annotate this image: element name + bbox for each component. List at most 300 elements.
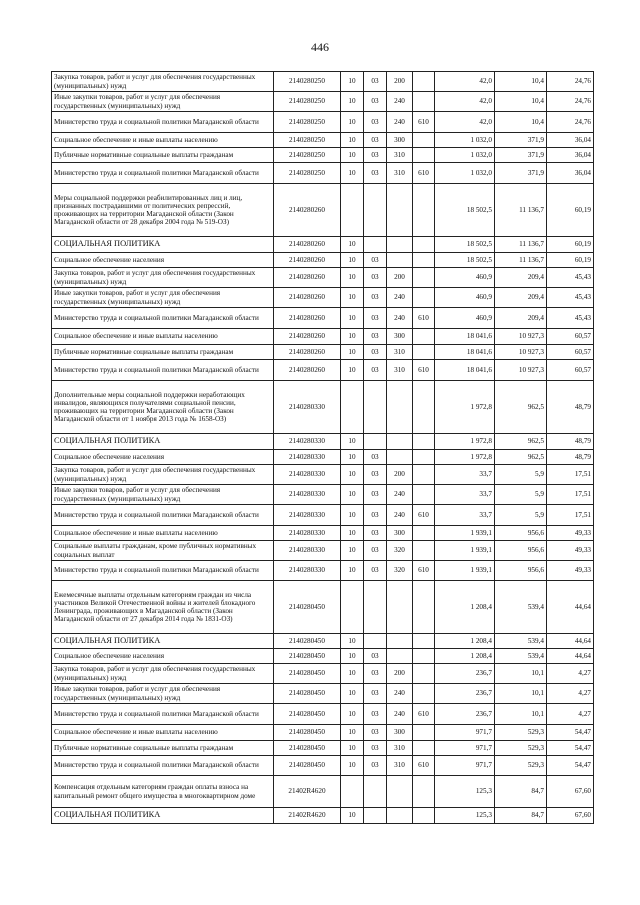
subsection-code-cell: 03 — [364, 253, 387, 268]
subsection-code-cell: 03 — [364, 163, 387, 184]
section-code-cell: 10 — [341, 541, 364, 561]
budget-table — [51, 71, 594, 824]
percent-cell: 4,27 — [547, 704, 594, 725]
percent-cell: 54,47 — [547, 756, 594, 776]
table-row — [52, 345, 594, 360]
percent-cell: 44,64 — [547, 581, 594, 634]
percent-cell: 36,04 — [547, 163, 594, 184]
code-cell: 2140280450 — [274, 725, 341, 741]
section-code-cell: 10 — [341, 505, 364, 526]
table-row — [52, 308, 594, 329]
row-name-cell: Социальные выплаты гражданам, кроме публичных нормативных социальных выплат — [52, 541, 274, 561]
fact-amount-cell: 10,1 — [495, 684, 547, 704]
admin-code-cell — [413, 581, 435, 634]
fact-amount-cell: 209,4 — [495, 288, 547, 308]
plan-amount-cell: 33,7 — [435, 485, 495, 505]
table-row — [52, 92, 594, 112]
admin-code-cell — [413, 253, 435, 268]
section-code-cell: 10 — [341, 148, 364, 163]
code-cell: 2140280250 — [274, 133, 341, 148]
percent-cell: 67,60 — [547, 776, 594, 808]
subsection-code-cell: 03 — [364, 92, 387, 112]
code-cell: 2140280450 — [274, 634, 341, 649]
expense-type-cell: 310 — [387, 741, 413, 756]
section-code-cell: 10 — [341, 450, 364, 465]
percent-cell: 60,19 — [547, 237, 594, 253]
admin-code-cell — [413, 329, 435, 345]
code-cell: 2140280250 — [274, 112, 341, 133]
code-cell: 2140280330 — [274, 541, 341, 561]
table-row — [52, 704, 594, 725]
subsection-code-cell: 03 — [364, 541, 387, 561]
subsection-code-cell: 03 — [364, 485, 387, 505]
code-cell: 2140280260 — [274, 308, 341, 329]
code-cell: 2140280260 — [274, 253, 341, 268]
subsection-code-cell — [364, 634, 387, 649]
percent-cell: 48,79 — [547, 434, 594, 450]
expense-type-cell: 240 — [387, 485, 413, 505]
expense-type-cell — [387, 253, 413, 268]
section-code-cell: 10 — [341, 72, 364, 92]
section-code-cell: 10 — [341, 92, 364, 112]
section-code-cell: 10 — [341, 237, 364, 253]
plan-amount-cell: 42,0 — [435, 112, 495, 133]
section-code-cell: 10 — [341, 133, 364, 148]
table-row — [52, 434, 594, 450]
section-code-cell: 10 — [341, 561, 364, 581]
subsection-code-cell — [364, 381, 387, 434]
expense-type-cell: 300 — [387, 526, 413, 541]
code-cell: 2140280450 — [274, 741, 341, 756]
section-code-cell: 10 — [341, 163, 364, 184]
code-cell: 21402R4620 — [274, 808, 341, 824]
plan-amount-cell: 971,7 — [435, 756, 495, 776]
subsection-code-cell: 03 — [364, 561, 387, 581]
plan-amount-cell: 1 972,8 — [435, 450, 495, 465]
plan-amount-cell: 1 208,4 — [435, 649, 495, 664]
table-row — [52, 112, 594, 133]
fact-amount-cell: 962,5 — [495, 381, 547, 434]
section-code-cell: 10 — [341, 308, 364, 329]
subsection-code-cell: 03 — [364, 505, 387, 526]
percent-cell: 49,33 — [547, 561, 594, 581]
percent-cell: 24,76 — [547, 92, 594, 112]
row-name-cell: Дополнительные меры социальной поддержки неработающих инвалидов, являющихся получателями социальной пенсии, проживающих на территории Магаданской области (Закон Магаданской области от 1 ноября 2013 года № 1658-ОЗ) — [52, 381, 274, 434]
code-cell: 2140280330 — [274, 450, 341, 465]
section-code-cell: 10 — [341, 465, 364, 485]
fact-amount-cell: 539,4 — [495, 649, 547, 664]
table-row — [52, 561, 594, 581]
fact-amount-cell: 529,3 — [495, 756, 547, 776]
admin-code-cell — [413, 434, 435, 450]
fact-amount-cell: 209,4 — [495, 308, 547, 329]
code-cell: 2140280260 — [274, 329, 341, 345]
fact-amount-cell: 371,9 — [495, 148, 547, 163]
table-row — [52, 253, 594, 268]
table-row — [52, 808, 594, 824]
row-name-cell: СОЦИАЛЬНАЯ ПОЛИТИКА — [52, 237, 274, 253]
table-row — [52, 163, 594, 184]
subsection-code-cell: 03 — [364, 72, 387, 92]
admin-code-cell — [413, 776, 435, 808]
subsection-code-cell: 03 — [364, 268, 387, 288]
admin-code-cell — [413, 288, 435, 308]
row-name-cell: Меры социальной поддержки реабилитированных лиц и лиц, признанных пострадавшими от политических репрессий, проживающих на территории Магаданской области (Закон Магаданской области от 28 декабря 2004 года № 519-ОЗ) — [52, 184, 274, 237]
section-code-cell: 10 — [341, 345, 364, 360]
code-cell: 2140280260 — [274, 237, 341, 253]
row-name-cell: Социальное обеспечение населения — [52, 450, 274, 465]
admin-code-cell — [413, 450, 435, 465]
admin-code-cell — [413, 381, 435, 434]
plan-amount-cell: 18 041,6 — [435, 345, 495, 360]
percent-cell: 48,79 — [547, 381, 594, 434]
section-code-cell: 10 — [341, 253, 364, 268]
percent-cell: 24,76 — [547, 112, 594, 133]
fact-amount-cell: 10,1 — [495, 704, 547, 725]
plan-amount-cell: 42,0 — [435, 92, 495, 112]
plan-amount-cell: 1 972,8 — [435, 381, 495, 434]
table-row — [52, 485, 594, 505]
subsection-code-cell: 03 — [364, 684, 387, 704]
table-row — [52, 288, 594, 308]
plan-amount-cell: 236,7 — [435, 684, 495, 704]
row-name-cell: Иные закупки товаров, работ и услуг для обеспечения государственных (муниципальных) нужд — [52, 684, 274, 704]
row-name-cell: Иные закупки товаров, работ и услуг для обеспечения государственных (муниципальных) нужд — [52, 92, 274, 112]
section-code-cell: 10 — [341, 526, 364, 541]
fact-amount-cell: 956,6 — [495, 541, 547, 561]
subsection-code-cell: 03 — [364, 526, 387, 541]
fact-amount-cell: 962,5 — [495, 434, 547, 450]
plan-amount-cell: 971,7 — [435, 725, 495, 741]
code-cell: 2140280330 — [274, 381, 341, 434]
expense-type-cell: 200 — [387, 465, 413, 485]
subsection-code-cell: 03 — [364, 112, 387, 133]
table-row — [52, 329, 594, 345]
row-name-cell: Министерство труда и социальной политики Магаданской области — [52, 756, 274, 776]
plan-amount-cell: 971,7 — [435, 741, 495, 756]
expense-type-cell — [387, 808, 413, 824]
fact-amount-cell: 371,9 — [495, 133, 547, 148]
table-row — [52, 581, 594, 634]
row-name-cell: Социальное обеспечение населения — [52, 253, 274, 268]
table-row — [52, 526, 594, 541]
percent-cell: 17,51 — [547, 465, 594, 485]
section-code-cell: 10 — [341, 664, 364, 684]
subsection-code-cell: 03 — [364, 308, 387, 329]
fact-amount-cell: 5,9 — [495, 485, 547, 505]
plan-amount-cell: 1 208,4 — [435, 634, 495, 649]
subsection-code-cell — [364, 237, 387, 253]
section-code-cell: 10 — [341, 741, 364, 756]
code-cell: 2140280450 — [274, 664, 341, 684]
percent-cell: 17,51 — [547, 485, 594, 505]
row-name-cell: Публичные нормативные социальные выплаты гражданам — [52, 741, 274, 756]
table-row — [52, 664, 594, 684]
expense-type-cell — [387, 581, 413, 634]
table-row — [52, 237, 594, 253]
section-code-cell: 10 — [341, 288, 364, 308]
expense-type-cell — [387, 381, 413, 434]
admin-code-cell: 610 — [413, 756, 435, 776]
fact-amount-cell: 529,3 — [495, 741, 547, 756]
row-name-cell: Социальное обеспечение и иные выплаты населению — [52, 725, 274, 741]
expense-type-cell — [387, 634, 413, 649]
expense-type-cell — [387, 237, 413, 253]
code-cell: 2140280330 — [274, 526, 341, 541]
code-cell: 2140280260 — [274, 360, 341, 381]
subsection-code-cell: 03 — [364, 741, 387, 756]
section-code-cell: 10 — [341, 485, 364, 505]
code-cell: 2140280330 — [274, 505, 341, 526]
percent-cell: 60,57 — [547, 329, 594, 345]
expense-type-cell: 300 — [387, 725, 413, 741]
expense-type-cell — [387, 776, 413, 808]
admin-code-cell: 610 — [413, 360, 435, 381]
plan-amount-cell: 1 032,0 — [435, 133, 495, 148]
percent-cell: 60,19 — [547, 184, 594, 237]
percent-cell: 54,47 — [547, 725, 594, 741]
code-cell: 2140280250 — [274, 148, 341, 163]
percent-cell: 45,43 — [547, 308, 594, 329]
code-cell: 2140280450 — [274, 581, 341, 634]
plan-amount-cell: 42,0 — [435, 72, 495, 92]
table-row — [52, 148, 594, 163]
admin-code-cell: 610 — [413, 505, 435, 526]
code-cell: 2140280250 — [274, 72, 341, 92]
subsection-code-cell: 03 — [364, 288, 387, 308]
plan-amount-cell: 460,9 — [435, 308, 495, 329]
row-name-cell: Министерство труда и социальной политики Магаданской области — [52, 163, 274, 184]
section-code-cell — [341, 776, 364, 808]
subsection-code-cell — [364, 184, 387, 237]
code-cell: 2140280260 — [274, 345, 341, 360]
fact-amount-cell: 10,4 — [495, 72, 547, 92]
section-code-cell: 10 — [341, 360, 364, 381]
plan-amount-cell: 18 041,6 — [435, 329, 495, 345]
row-name-cell: Иные закупки товаров, работ и услуг для обеспечения государственных (муниципальных) нужд — [52, 485, 274, 505]
fact-amount-cell: 84,7 — [495, 808, 547, 824]
expense-type-cell: 240 — [387, 288, 413, 308]
row-name-cell: Закупка товаров, работ и услуг для обеспечения государственных (муниципальных) нужд — [52, 664, 274, 684]
admin-code-cell — [413, 148, 435, 163]
section-code-cell: 10 — [341, 634, 364, 649]
row-name-cell: СОЦИАЛЬНАЯ ПОЛИТИКА — [52, 434, 274, 450]
admin-code-cell: 610 — [413, 308, 435, 329]
table-row — [52, 756, 594, 776]
admin-code-cell — [413, 741, 435, 756]
plan-amount-cell: 125,3 — [435, 808, 495, 824]
table-row — [52, 465, 594, 485]
table-row — [52, 684, 594, 704]
admin-code-cell — [413, 485, 435, 505]
table-row — [52, 505, 594, 526]
subsection-code-cell: 03 — [364, 133, 387, 148]
subsection-code-cell: 03 — [364, 725, 387, 741]
section-code-cell: 10 — [341, 649, 364, 664]
section-code-cell: 10 — [341, 112, 364, 133]
percent-cell: 60,19 — [547, 253, 594, 268]
code-cell: 2140280450 — [274, 684, 341, 704]
percent-cell: 45,43 — [547, 288, 594, 308]
admin-code-cell: 610 — [413, 163, 435, 184]
subsection-code-cell — [364, 581, 387, 634]
admin-code-cell — [413, 541, 435, 561]
percent-cell: 45,43 — [547, 268, 594, 288]
plan-amount-cell: 18 502,5 — [435, 184, 495, 237]
admin-code-cell — [413, 72, 435, 92]
expense-type-cell: 240 — [387, 505, 413, 526]
subsection-code-cell: 03 — [364, 329, 387, 345]
row-name-cell: Министерство труда и социальной политики Магаданской области — [52, 308, 274, 329]
plan-amount-cell: 1 208,4 — [435, 581, 495, 634]
table-row — [52, 72, 594, 92]
subsection-code-cell: 03 — [364, 664, 387, 684]
code-cell: 2140280450 — [274, 756, 341, 776]
row-name-cell: Социальное обеспечение населения — [52, 649, 274, 664]
code-cell: 2140280330 — [274, 434, 341, 450]
row-name-cell: Министерство труда и социальной политики Магаданской области — [52, 561, 274, 581]
plan-amount-cell: 1 939,1 — [435, 561, 495, 581]
admin-code-cell — [413, 684, 435, 704]
admin-code-cell — [413, 237, 435, 253]
fact-amount-cell: 10 927,3 — [495, 329, 547, 345]
code-cell: 2140280260 — [274, 288, 341, 308]
fact-amount-cell: 84,7 — [495, 776, 547, 808]
expense-type-cell: 310 — [387, 345, 413, 360]
section-code-cell: 10 — [341, 329, 364, 345]
fact-amount-cell: 10,1 — [495, 664, 547, 684]
row-name-cell: Министерство труда и социальной политики Магаданской области — [52, 112, 274, 133]
admin-code-cell — [413, 634, 435, 649]
percent-cell: 44,64 — [547, 634, 594, 649]
table-row — [52, 634, 594, 649]
subsection-code-cell: 03 — [364, 649, 387, 664]
expense-type-cell: 200 — [387, 72, 413, 92]
table-row — [52, 381, 594, 434]
expense-type-cell: 320 — [387, 561, 413, 581]
admin-code-cell — [413, 725, 435, 741]
expense-type-cell — [387, 649, 413, 664]
fact-amount-cell: 10,4 — [495, 112, 547, 133]
code-cell: 2140280260 — [274, 268, 341, 288]
plan-amount-cell: 1 939,1 — [435, 526, 495, 541]
section-code-cell — [341, 184, 364, 237]
page-number: 446 — [311, 40, 329, 54]
percent-cell: 44,64 — [547, 649, 594, 664]
subsection-code-cell: 03 — [364, 756, 387, 776]
section-code-cell — [341, 381, 364, 434]
code-cell: 2140280250 — [274, 92, 341, 112]
expense-type-cell: 200 — [387, 268, 413, 288]
row-name-cell: Ежемесячные выплаты отдельным категориям граждан из числа участников Великой Отечественной войны и жителей блокадного Ленинграда, проживающих в Магаданской области (Закон Магаданской области от 27 декабря 2014 года № 1831-ОЗ) — [52, 581, 274, 634]
row-name-cell: Закупка товаров, работ и услуг для обеспечения государственных (муниципальных) нужд — [52, 72, 274, 92]
plan-amount-cell: 33,7 — [435, 505, 495, 526]
expense-type-cell: 240 — [387, 308, 413, 329]
code-cell: 2140280330 — [274, 465, 341, 485]
admin-code-cell — [413, 345, 435, 360]
fact-amount-cell: 371,9 — [495, 163, 547, 184]
subsection-code-cell: 03 — [364, 450, 387, 465]
row-name-cell: Закупка товаров, работ и услуг для обеспечения государственных (муниципальных) нужд — [52, 465, 274, 485]
expense-type-cell: 320 — [387, 541, 413, 561]
fact-amount-cell: 5,9 — [495, 465, 547, 485]
row-name-cell: Иные закупки товаров, работ и услуг для обеспечения государственных (муниципальных) нужд — [52, 288, 274, 308]
subsection-code-cell: 03 — [364, 465, 387, 485]
percent-cell: 54,47 — [547, 741, 594, 756]
section-code-cell — [341, 581, 364, 634]
plan-amount-cell: 1 939,1 — [435, 541, 495, 561]
section-code-cell: 10 — [341, 684, 364, 704]
code-cell: 2140280260 — [274, 184, 341, 237]
section-code-cell: 10 — [341, 808, 364, 824]
fact-amount-cell: 10,4 — [495, 92, 547, 112]
row-name-cell: Министерство труда и социальной политики Магаданской области — [52, 704, 274, 725]
fact-amount-cell: 539,4 — [495, 634, 547, 649]
fact-amount-cell: 956,6 — [495, 526, 547, 541]
subsection-code-cell — [364, 808, 387, 824]
fact-amount-cell: 956,6 — [495, 561, 547, 581]
admin-code-cell: 610 — [413, 561, 435, 581]
expense-type-cell: 200 — [387, 664, 413, 684]
plan-amount-cell: 125,3 — [435, 776, 495, 808]
fact-amount-cell: 10 927,3 — [495, 360, 547, 381]
code-cell: 2140280330 — [274, 485, 341, 505]
percent-cell: 60,57 — [547, 360, 594, 381]
plan-amount-cell: 1 032,0 — [435, 148, 495, 163]
subsection-code-cell — [364, 776, 387, 808]
section-code-cell: 10 — [341, 704, 364, 725]
expense-type-cell — [387, 450, 413, 465]
admin-code-cell — [413, 526, 435, 541]
section-code-cell: 10 — [341, 268, 364, 288]
percent-cell: 49,33 — [547, 526, 594, 541]
fact-amount-cell: 5,9 — [495, 505, 547, 526]
expense-type-cell: 240 — [387, 704, 413, 725]
section-code-cell: 10 — [341, 756, 364, 776]
fact-amount-cell: 209,4 — [495, 268, 547, 288]
expense-type-cell: 300 — [387, 329, 413, 345]
admin-code-cell — [413, 133, 435, 148]
percent-cell: 4,27 — [547, 664, 594, 684]
plan-amount-cell: 460,9 — [435, 288, 495, 308]
plan-amount-cell: 1 972,8 — [435, 434, 495, 450]
table-row — [52, 133, 594, 148]
fact-amount-cell: 962,5 — [495, 450, 547, 465]
subsection-code-cell: 03 — [364, 360, 387, 381]
plan-amount-cell: 18 502,5 — [435, 237, 495, 253]
table-row — [52, 450, 594, 465]
expense-type-cell: 310 — [387, 163, 413, 184]
admin-code-cell — [413, 664, 435, 684]
percent-cell: 48,79 — [547, 450, 594, 465]
percent-cell: 49,33 — [547, 541, 594, 561]
code-cell: 2140280250 — [274, 163, 341, 184]
expense-type-cell — [387, 184, 413, 237]
section-code-cell: 10 — [341, 434, 364, 450]
admin-code-cell — [413, 465, 435, 485]
plan-amount-cell: 33,7 — [435, 465, 495, 485]
percent-cell: 17,51 — [547, 505, 594, 526]
plan-amount-cell: 18 502,5 — [435, 253, 495, 268]
code-cell: 2140280450 — [274, 649, 341, 664]
percent-cell: 4,27 — [547, 684, 594, 704]
percent-cell: 24,76 — [547, 72, 594, 92]
expense-type-cell: 310 — [387, 756, 413, 776]
row-name-cell: Социальное обеспечение и иные выплаты населению — [52, 133, 274, 148]
percent-cell: 36,04 — [547, 133, 594, 148]
plan-amount-cell: 236,7 — [435, 664, 495, 684]
row-name-cell: Министерство труда и социальной политики Магаданской области — [52, 505, 274, 526]
